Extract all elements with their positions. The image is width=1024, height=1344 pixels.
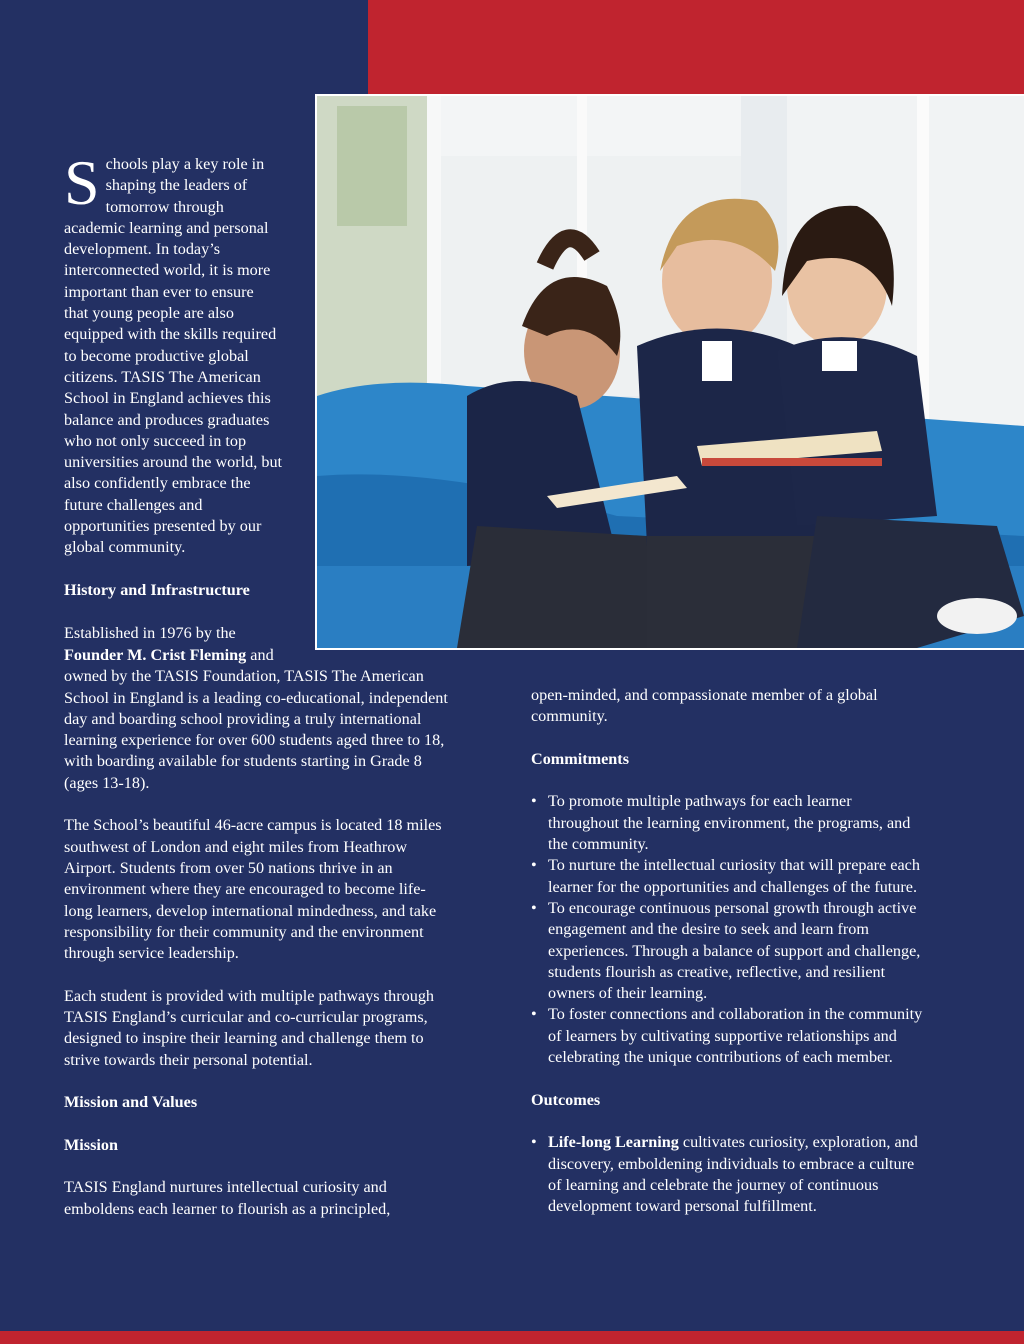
history-line: owned by the TASIS Foundation, TASIS The American xyxy=(64,667,424,686)
left-column xyxy=(64,645,494,1220)
outcome-title: Life-long Learning xyxy=(548,1133,679,1152)
intro-line: opportunities presented by our xyxy=(64,517,262,536)
pathways-line: Each student is provided with multiple pathways through xyxy=(64,986,435,1005)
footer-red-bar xyxy=(0,1331,1024,1344)
commitment-line: of learners by cultivating supportive relationships and xyxy=(548,1026,897,1045)
founder-line xyxy=(64,645,494,666)
pathways-line: TASIS England’s curricular and co-curricular programs, xyxy=(64,1008,428,1027)
outcome-line: development toward personal fulfillment. xyxy=(548,1197,817,1216)
history-line: with boarding available for students starting in Grade 8 xyxy=(64,752,422,771)
intro-line: universities around the world, but xyxy=(64,453,283,472)
campus-line: Airport. Students from over 50 nations thrive in an xyxy=(64,858,393,877)
header-red-block xyxy=(368,0,1024,95)
intro-line: tomorrow through xyxy=(105,197,224,216)
history-line: learning experience for over 600 students aged three to 18, xyxy=(64,731,445,750)
intro-line: citizens. TASIS The American xyxy=(64,367,261,386)
mission-subheading: Mission xyxy=(64,1135,118,1154)
mission-continued-line: open-minded, and compassionate member of a global xyxy=(531,686,878,704)
outcome-first-line xyxy=(531,1132,971,1153)
commitments-heading: Commitments xyxy=(531,749,630,768)
campus-line: long learners, develop international mindedness, and take xyxy=(64,901,437,920)
intro-line: global community. xyxy=(64,538,186,557)
founder-after: and xyxy=(246,646,274,664)
commitment-first-line: • To promote multiple pathways for each learner xyxy=(531,791,971,812)
mission-continued-line: community. xyxy=(531,707,608,726)
intro-line: shaping the leaders of xyxy=(105,176,248,195)
mission-line: TASIS England nurtures intellectual curiosity and xyxy=(64,1178,387,1197)
outcome-item xyxy=(531,1132,971,1217)
intro-line: development. In today’s xyxy=(64,240,220,259)
intro-line: that young people are also xyxy=(64,304,234,323)
intro-line: important than ever to ensure xyxy=(64,282,254,301)
outcome-line: of learning and celebrate the journey of continuous xyxy=(548,1175,879,1194)
intro-line: who not only succeed in top xyxy=(64,431,247,450)
intro-line: School in England achieves this xyxy=(64,389,271,408)
commitment-line: throughout the learning environment, the programs, and xyxy=(548,813,911,832)
right-column xyxy=(531,685,971,1217)
commitment-item xyxy=(531,1004,971,1068)
campus-line: through service leadership. xyxy=(64,944,239,963)
intro-line: also confidently embrace the xyxy=(64,474,251,493)
history-line: day and boarding school providing a truly international xyxy=(64,709,422,728)
commitment-line: experiences. Through a balance of support and challenge, xyxy=(548,941,921,960)
intro-line: interconnected world, it is more xyxy=(64,261,271,280)
campus-line: environment where they are encouraged to become life- xyxy=(64,880,426,899)
commitment-line: students flourish as creative, reflective, and resilient xyxy=(548,962,886,981)
intro-line: future challenges and xyxy=(64,495,203,514)
commitment-line: engagement and the desire to seek and learn from xyxy=(548,920,869,939)
intro-line: to become productive global xyxy=(64,346,249,365)
history-line: School in England is a leading co-educational, independent xyxy=(64,688,448,707)
commitment-item xyxy=(531,898,971,1004)
history-heading: History and Infrastructure xyxy=(64,580,250,599)
intro-paragraph xyxy=(64,147,309,644)
pathways-line: strive towards their personal potential. xyxy=(64,1050,313,1069)
intro-line: balance and produces graduates xyxy=(64,410,270,429)
mission-line: emboldens each learner to flourish as a principled, xyxy=(64,1199,391,1218)
commitment-line: learner for the opportunities and challenges of the future. xyxy=(548,877,918,896)
history-line: Established in 1976 by the xyxy=(64,623,236,642)
campus-line: responsibility for their community and the environment xyxy=(64,922,424,941)
drop-cap: S xyxy=(64,147,100,218)
campus-line: The School’s beautiful 46-acre campus is located 18 miles xyxy=(64,816,442,835)
mission-values-heading: Mission and Values xyxy=(64,1093,198,1112)
commitment-line: celebrating the unique contributions of each member. xyxy=(548,1048,893,1067)
campus-line: southwest of London and eight miles from Heathrow xyxy=(64,837,408,856)
students-reading-photo xyxy=(315,94,1024,650)
history-line: (ages 13-18). xyxy=(64,773,150,792)
commitment-line: owners of their learning. xyxy=(548,984,708,1003)
commitment-line: the community. xyxy=(548,835,649,854)
commitment-first-line: • To nurture the intellectual curiosity that will prepare each xyxy=(531,855,971,876)
founder-name: Founder M. Crist Fleming xyxy=(64,646,247,664)
commitment-item xyxy=(531,791,971,855)
commitment-first-line: • To foster connections and collaboration in the community xyxy=(531,1004,971,1025)
intro-line: equipped with the skills required xyxy=(64,325,277,344)
commitment-item xyxy=(531,855,971,898)
outcomes-heading: Outcomes xyxy=(531,1090,601,1109)
intro-line: chools play a key role in xyxy=(105,155,265,173)
outcome-line: discovery, emboldening individuals to embrace a culture xyxy=(548,1154,915,1173)
commitment-first-line: • To encourage continuous personal growth through active xyxy=(531,898,971,919)
intro-line: academic learning and personal xyxy=(64,218,269,237)
pathways-line: designed to inspire their learning and challenge them to xyxy=(64,1029,424,1048)
outcome-first-rest: cultivates curiosity, exploration, and xyxy=(678,1133,918,1152)
